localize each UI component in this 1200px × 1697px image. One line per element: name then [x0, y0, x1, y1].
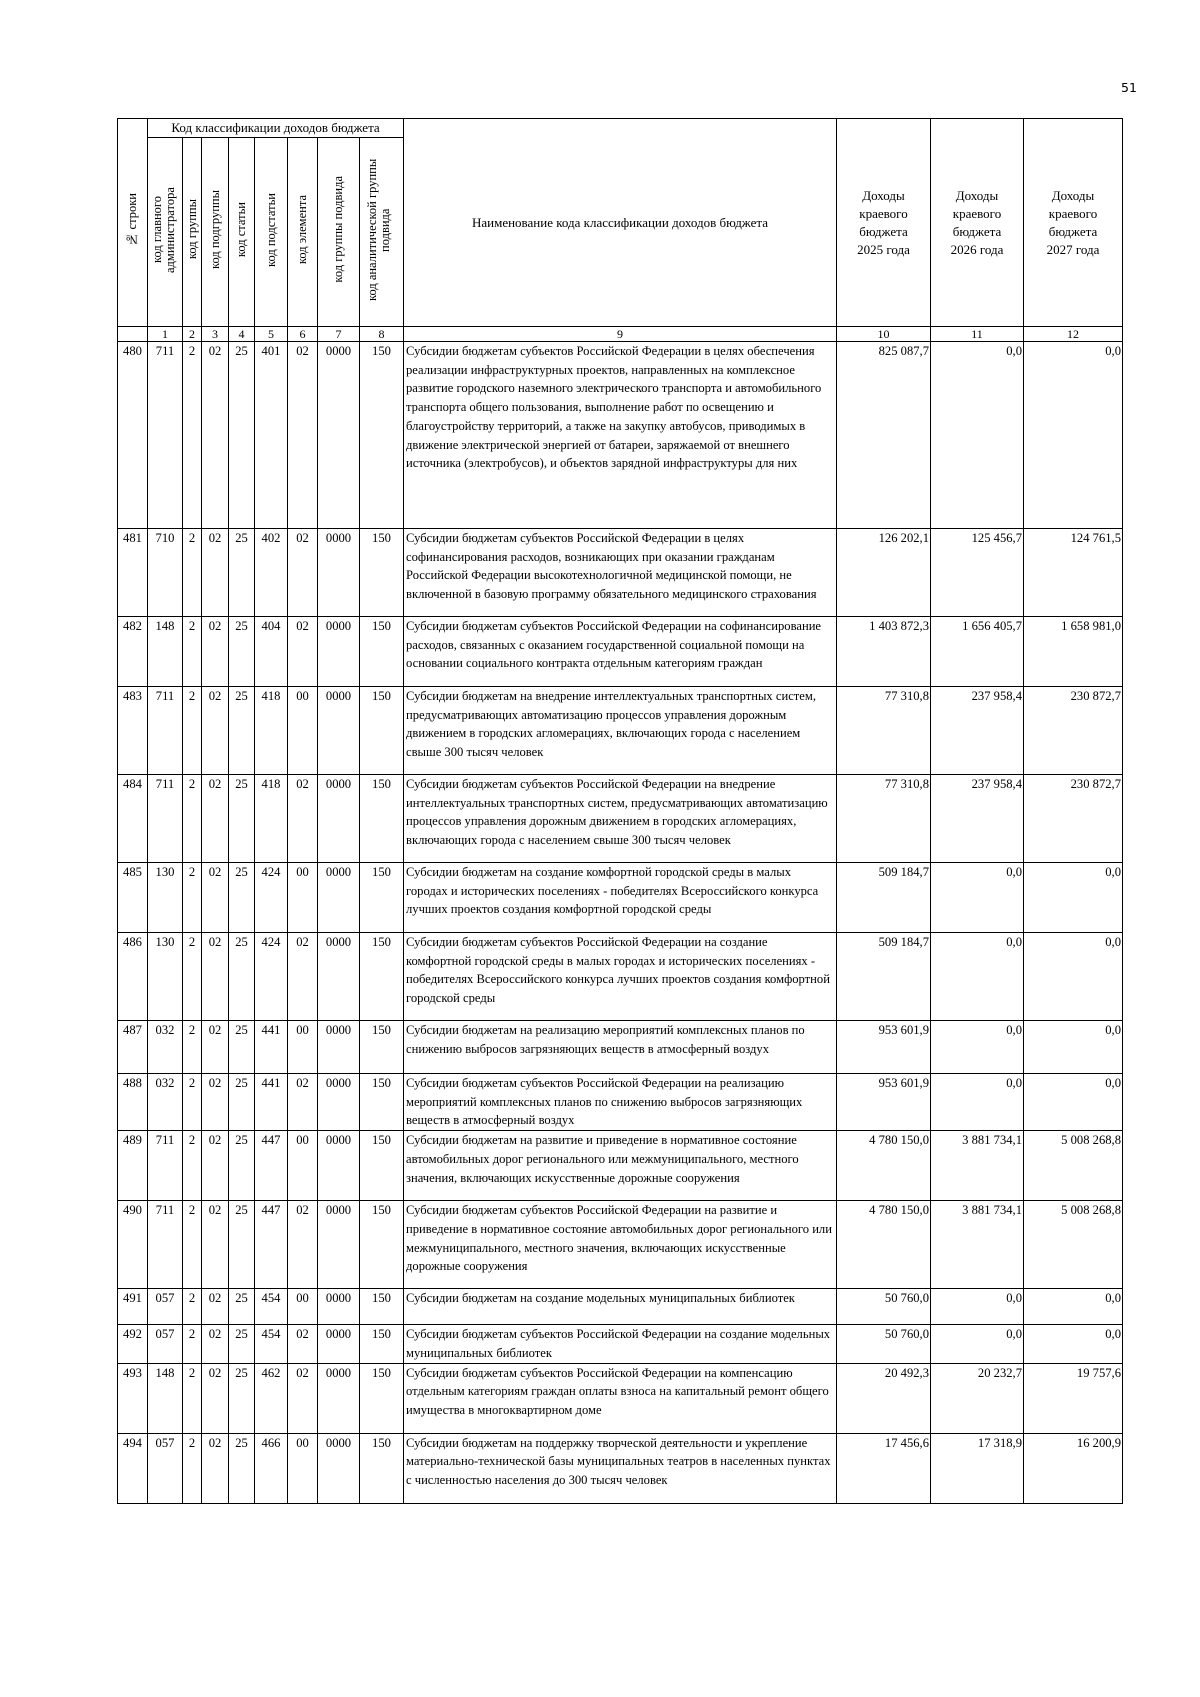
- income-2026-cell: 0,0: [931, 933, 1024, 1021]
- subtype-group-code-cell: 0000: [318, 342, 360, 529]
- column-number: 11: [931, 327, 1024, 342]
- column-number-row: [118, 327, 1123, 342]
- admin-code-cell: 032: [148, 1074, 183, 1131]
- admin-code-cell: 057: [148, 1325, 183, 1363]
- row-number-cell: 483: [118, 687, 148, 775]
- header-element-code: код элемента: [288, 138, 318, 327]
- income-2026-cell: 0,0: [931, 1021, 1024, 1074]
- income-2027-cell: 124 761,5: [1024, 529, 1123, 617]
- analytic-group-code-cell: 150: [360, 529, 404, 617]
- article-code-cell: 25: [229, 775, 255, 863]
- admin-code-cell: 711: [148, 1131, 183, 1201]
- admin-code-cell: 057: [148, 1289, 183, 1325]
- income-name-cell: Субсидии бюджетам субъектов Российской Федерации на софинансирование расходов, связанных с оказанием государственной социальной помощи на основании социального контракта отдельным категориям граждан: [404, 617, 837, 687]
- article-code-cell: 25: [229, 1201, 255, 1289]
- subtype-group-code-cell: 0000: [318, 529, 360, 617]
- article-code-cell: 25: [229, 1363, 255, 1433]
- income-2025-cell: 825 087,7: [837, 342, 931, 529]
- subarticle-code-cell: 402: [255, 529, 288, 617]
- group-code-cell: 2: [183, 775, 202, 863]
- element-code-cell: 02: [288, 1074, 318, 1131]
- table-row: [118, 1074, 1123, 1131]
- header-row-number: № строки: [118, 119, 148, 327]
- subgroup-code-cell: 02: [202, 933, 229, 1021]
- income-2027-cell: 5 008 268,8: [1024, 1131, 1123, 1201]
- article-code-cell: 25: [229, 529, 255, 617]
- income-2026-cell: 0,0: [931, 342, 1024, 529]
- article-code-cell: 25: [229, 617, 255, 687]
- column-number: 10: [837, 327, 931, 342]
- row-number-cell: 491: [118, 1289, 148, 1325]
- subgroup-code-cell: 02: [202, 687, 229, 775]
- article-code-cell: 25: [229, 863, 255, 933]
- article-code-cell: 25: [229, 342, 255, 529]
- income-name-cell: Субсидии бюджетам субъектов Российской Федерации на развитие и приведение в нормативное состояние автомобильных дорог регионального или межмуниципального, местного значения, включающих искусственные дорожные сооружения: [404, 1201, 837, 1289]
- income-2027-cell: 19 757,6: [1024, 1363, 1123, 1433]
- income-2025-cell: 126 202,1: [837, 529, 931, 617]
- income-2025-cell: 17 456,6: [837, 1433, 931, 1503]
- income-name-cell: Субсидии бюджетам субъектов Российской Федерации в целях софинансирования расходов, возникающих при оказании гражданам Российской Федерации высокотехнологичной медицинской помощи, не включенной в базовую программу обязательного медицинского страхования: [404, 529, 837, 617]
- table-row: [118, 1201, 1123, 1289]
- income-2026-cell: 0,0: [931, 863, 1024, 933]
- header-analytic-group-code: код аналитической группы подвида: [360, 138, 404, 327]
- admin-code-cell: 711: [148, 1201, 183, 1289]
- subarticle-code-cell: 441: [255, 1021, 288, 1074]
- analytic-group-code-cell: 150: [360, 863, 404, 933]
- subgroup-code-cell: 02: [202, 1289, 229, 1325]
- income-2026-cell: 0,0: [931, 1074, 1024, 1131]
- header-classification-group: Код классификации доходов бюджета: [148, 119, 404, 138]
- table-row: [118, 775, 1123, 863]
- table-row: [118, 1021, 1123, 1074]
- income-2026-cell: 237 958,4: [931, 775, 1024, 863]
- header-income-2025: Доходы краевого бюджета 2025 года: [837, 119, 931, 327]
- income-2027-cell: 0,0: [1024, 1325, 1123, 1363]
- row-number-cell: 494: [118, 1433, 148, 1503]
- table-row: [118, 863, 1123, 933]
- income-2027-cell: 230 872,7: [1024, 687, 1123, 775]
- column-number: 1: [148, 327, 183, 342]
- income-2026-cell: 125 456,7: [931, 529, 1024, 617]
- column-number: 7: [318, 327, 360, 342]
- article-code-cell: 25: [229, 1021, 255, 1074]
- group-code-cell: 2: [183, 1363, 202, 1433]
- income-2027-cell: 1 658 981,0: [1024, 617, 1123, 687]
- subgroup-code-cell: 02: [202, 342, 229, 529]
- income-2026-cell: 17 318,9: [931, 1433, 1024, 1503]
- row-number-cell: 490: [118, 1201, 148, 1289]
- income-2025-cell: 77 310,8: [837, 687, 931, 775]
- group-code-cell: 2: [183, 1131, 202, 1201]
- header-group-code: код группы: [183, 138, 202, 327]
- table-row: [118, 687, 1123, 775]
- income-2025-cell: 4 780 150,0: [837, 1131, 931, 1201]
- group-code-cell: 2: [183, 863, 202, 933]
- row-number-cell: 482: [118, 617, 148, 687]
- subarticle-code-cell: 424: [255, 933, 288, 1021]
- element-code-cell: 00: [288, 1433, 318, 1503]
- row-number-cell: 484: [118, 775, 148, 863]
- admin-code-cell: 057: [148, 1433, 183, 1503]
- admin-code-cell: 130: [148, 933, 183, 1021]
- row-number-cell: 492: [118, 1325, 148, 1363]
- income-name-cell: Субсидии бюджетам субъектов Российской Федерации в целях обеспечения реализации инфраструктурных проектов, направленных на комплексное развитие городского наземного электрического транспорта и автомобильного транспорта общего пользования, выполнение работ по освещению и благоустройству территорий, а также на закупку автобусов, приводимых в движение электрической энергией от батареи, заряжаемой от внешнего источника (электробусов), и объектов зарядной инфраструктуры для них: [404, 342, 837, 529]
- subtype-group-code-cell: 0000: [318, 1325, 360, 1363]
- analytic-group-code-cell: 150: [360, 687, 404, 775]
- table-row: [118, 1433, 1123, 1503]
- income-2025-cell: 953 601,9: [837, 1074, 931, 1131]
- subtype-group-code-cell: 0000: [318, 1131, 360, 1201]
- subgroup-code-cell: 02: [202, 617, 229, 687]
- article-code-cell: 25: [229, 1325, 255, 1363]
- subgroup-code-cell: 02: [202, 1201, 229, 1289]
- table-row: [118, 1363, 1123, 1433]
- subarticle-code-cell: 404: [255, 617, 288, 687]
- subgroup-code-cell: 02: [202, 775, 229, 863]
- income-2026-cell: 3 881 734,1: [931, 1131, 1024, 1201]
- group-code-cell: 2: [183, 1201, 202, 1289]
- group-code-cell: 2: [183, 1433, 202, 1503]
- subarticle-code-cell: 418: [255, 775, 288, 863]
- subarticle-code-cell: 447: [255, 1131, 288, 1201]
- analytic-group-code-cell: 150: [360, 1074, 404, 1131]
- subgroup-code-cell: 02: [202, 1074, 229, 1131]
- income-2025-cell: 77 310,8: [837, 775, 931, 863]
- row-number-cell: 485: [118, 863, 148, 933]
- element-code-cell: 00: [288, 1021, 318, 1074]
- subgroup-code-cell: 02: [202, 1363, 229, 1433]
- income-2027-cell: 16 200,9: [1024, 1433, 1123, 1503]
- header-subgroup-code: код подгруппы: [202, 138, 229, 327]
- income-2027-cell: 0,0: [1024, 342, 1123, 529]
- element-code-cell: 00: [288, 1131, 318, 1201]
- subgroup-code-cell: 02: [202, 1325, 229, 1363]
- column-number: 4: [229, 327, 255, 342]
- element-code-cell: 00: [288, 863, 318, 933]
- income-name-cell: Субсидии бюджетам на реализацию мероприятий комплексных планов по снижению выбросов загрязняющих веществ в атмосферный воздух: [404, 1021, 837, 1074]
- subtype-group-code-cell: 0000: [318, 775, 360, 863]
- header-income-2027: Доходы краевого бюджета 2027 года: [1024, 119, 1123, 327]
- subarticle-code-cell: 424: [255, 863, 288, 933]
- income-2025-cell: 50 760,0: [837, 1289, 931, 1325]
- income-2027-cell: 0,0: [1024, 1074, 1123, 1131]
- article-code-cell: 25: [229, 687, 255, 775]
- element-code-cell: 02: [288, 529, 318, 617]
- analytic-group-code-cell: 150: [360, 775, 404, 863]
- income-name-cell: Субсидии бюджетам на развитие и приведение в нормативное состояние автомобильных дорог регионального или межмуниципального, местного значения, включающих искусственные дорожные сооружения: [404, 1131, 837, 1201]
- analytic-group-code-cell: 150: [360, 1131, 404, 1201]
- subtype-group-code-cell: 0000: [318, 933, 360, 1021]
- group-code-cell: 2: [183, 1021, 202, 1074]
- element-code-cell: 02: [288, 1201, 318, 1289]
- element-code-cell: 02: [288, 1325, 318, 1363]
- table-row: [118, 342, 1123, 529]
- income-name-cell: Субсидии бюджетам на создание модельных муниципальных библиотек: [404, 1289, 837, 1325]
- article-code-cell: 25: [229, 1433, 255, 1503]
- row-number-cell: 489: [118, 1131, 148, 1201]
- column-number: [118, 327, 148, 342]
- subgroup-code-cell: 02: [202, 1131, 229, 1201]
- group-code-cell: 2: [183, 1289, 202, 1325]
- income-2027-cell: 0,0: [1024, 863, 1123, 933]
- article-code-cell: 25: [229, 1131, 255, 1201]
- group-code-cell: 2: [183, 529, 202, 617]
- income-2025-cell: 509 184,7: [837, 863, 931, 933]
- subtype-group-code-cell: 0000: [318, 1289, 360, 1325]
- subarticle-code-cell: 447: [255, 1201, 288, 1289]
- column-number: 8: [360, 327, 404, 342]
- income-2026-cell: 1 656 405,7: [931, 617, 1024, 687]
- subtype-group-code-cell: 0000: [318, 1433, 360, 1503]
- income-name-cell: Субсидии бюджетам субъектов Российской Федерации на внедрение интеллектуальных транспортных систем, предусматривающих автоматизацию процессов управления дорожным движением в городских агломерациях, включающих города с населением свыше 300 тысяч человек: [404, 775, 837, 863]
- income-name-cell: Субсидии бюджетам субъектов Российской Федерации на компенсацию отдельным категориям граждан оплаты взноса на капитальный ремонт общего имущества в многоквартирном доме: [404, 1363, 837, 1433]
- table-row: [118, 529, 1123, 617]
- subarticle-code-cell: 462: [255, 1363, 288, 1433]
- analytic-group-code-cell: 150: [360, 617, 404, 687]
- income-2026-cell: 20 232,7: [931, 1363, 1024, 1433]
- element-code-cell: 00: [288, 1289, 318, 1325]
- analytic-group-code-cell: 150: [360, 1201, 404, 1289]
- column-number: 2: [183, 327, 202, 342]
- group-code-cell: 2: [183, 342, 202, 529]
- income-2025-cell: 1 403 872,3: [837, 617, 931, 687]
- header-article-code: код статьи: [229, 138, 255, 327]
- table-row: [118, 617, 1123, 687]
- group-code-cell: 2: [183, 1325, 202, 1363]
- header-code-name: Наименование кода классификации доходов бюджета: [404, 119, 837, 327]
- subarticle-code-cell: 418: [255, 687, 288, 775]
- subgroup-code-cell: 02: [202, 1433, 229, 1503]
- page-number: 51: [1121, 80, 1137, 95]
- admin-code-cell: 148: [148, 617, 183, 687]
- row-number-cell: 480: [118, 342, 148, 529]
- subtype-group-code-cell: 0000: [318, 1074, 360, 1131]
- group-code-cell: 2: [183, 933, 202, 1021]
- analytic-group-code-cell: 150: [360, 1289, 404, 1325]
- subtype-group-code-cell: 0000: [318, 687, 360, 775]
- income-2025-cell: 20 492,3: [837, 1363, 931, 1433]
- subarticle-code-cell: 441: [255, 1074, 288, 1131]
- subtype-group-code-cell: 0000: [318, 617, 360, 687]
- income-2027-cell: 230 872,7: [1024, 775, 1123, 863]
- header-admin-code: код главного администратора: [148, 138, 183, 327]
- column-number: 6: [288, 327, 318, 342]
- analytic-group-code-cell: 150: [360, 342, 404, 529]
- group-code-cell: 2: [183, 1074, 202, 1131]
- column-number: 5: [255, 327, 288, 342]
- row-number-cell: 493: [118, 1363, 148, 1433]
- subarticle-code-cell: 454: [255, 1325, 288, 1363]
- row-number-cell: 487: [118, 1021, 148, 1074]
- element-code-cell: 02: [288, 775, 318, 863]
- analytic-group-code-cell: 150: [360, 1363, 404, 1433]
- income-2026-cell: 0,0: [931, 1325, 1024, 1363]
- admin-code-cell: 711: [148, 687, 183, 775]
- admin-code-cell: 130: [148, 863, 183, 933]
- subgroup-code-cell: 02: [202, 863, 229, 933]
- table-row: [118, 1289, 1123, 1325]
- element-code-cell: 02: [288, 1363, 318, 1433]
- income-2027-cell: 0,0: [1024, 933, 1123, 1021]
- income-2027-cell: 0,0: [1024, 1289, 1123, 1325]
- subarticle-code-cell: 401: [255, 342, 288, 529]
- element-code-cell: 02: [288, 342, 318, 529]
- income-2025-cell: 953 601,9: [837, 1021, 931, 1074]
- income-2026-cell: 237 958,4: [931, 687, 1024, 775]
- row-number-cell: 486: [118, 933, 148, 1021]
- column-number: 12: [1024, 327, 1123, 342]
- row-number-cell: 481: [118, 529, 148, 617]
- admin-code-cell: 711: [148, 775, 183, 863]
- admin-code-cell: 711: [148, 342, 183, 529]
- subtype-group-code-cell: 0000: [318, 1201, 360, 1289]
- income-name-cell: Субсидии бюджетам на внедрение интеллектуальных транспортных систем, предусматривающих автоматизацию процессов управления дорожным движением в городских агломерациях, включающих города с населением свыше 300 тысяч человек: [404, 687, 837, 775]
- subgroup-code-cell: 02: [202, 529, 229, 617]
- header-income-2026: Доходы краевого бюджета 2026 года: [931, 119, 1024, 327]
- subarticle-code-cell: 466: [255, 1433, 288, 1503]
- admin-code-cell: 710: [148, 529, 183, 617]
- income-2027-cell: 0,0: [1024, 1021, 1123, 1074]
- element-code-cell: 02: [288, 933, 318, 1021]
- income-name-cell: Субсидии бюджетам субъектов Российской Федерации на создание комфортной городской среды в малых городах и исторических поселениях - победителях Всероссийского конкурса лучших проектов создания комфортной городской среды: [404, 933, 837, 1021]
- income-2026-cell: 0,0: [931, 1289, 1024, 1325]
- element-code-cell: 00: [288, 687, 318, 775]
- table-row: [118, 1325, 1123, 1363]
- header-subtype-group-code: код группы подвида: [318, 138, 360, 327]
- subtype-group-code-cell: 0000: [318, 863, 360, 933]
- income-name-cell: Субсидии бюджетам на создание комфортной городской среды в малых городах и исторических поселениях - победителях Всероссийского конкурса лучших проектов создания комфортной городской среды: [404, 863, 837, 933]
- analytic-group-code-cell: 150: [360, 1433, 404, 1503]
- article-code-cell: 25: [229, 1289, 255, 1325]
- budget-income-table: [117, 118, 1123, 1504]
- article-code-cell: 25: [229, 933, 255, 1021]
- income-2027-cell: 5 008 268,8: [1024, 1201, 1123, 1289]
- admin-code-cell: 032: [148, 1021, 183, 1074]
- subtype-group-code-cell: 0000: [318, 1363, 360, 1433]
- income-2025-cell: 509 184,7: [837, 933, 931, 1021]
- subarticle-code-cell: 454: [255, 1289, 288, 1325]
- income-2025-cell: 4 780 150,0: [837, 1201, 931, 1289]
- group-code-cell: 2: [183, 687, 202, 775]
- income-name-cell: Субсидии бюджетам на поддержку творческой деятельности и укрепление материально-технической базы муниципальных театров в населенных пунктах с численностью населения до 300 тысяч человек: [404, 1433, 837, 1503]
- table-row: [118, 1131, 1123, 1201]
- subgroup-code-cell: 02: [202, 1021, 229, 1074]
- table-row: [118, 933, 1123, 1021]
- analytic-group-code-cell: 150: [360, 933, 404, 1021]
- analytic-group-code-cell: 150: [360, 1021, 404, 1074]
- group-code-cell: 2: [183, 617, 202, 687]
- analytic-group-code-cell: 150: [360, 1325, 404, 1363]
- income-name-cell: Субсидии бюджетам субъектов Российской Федерации на реализацию мероприятий комплексных планов по снижению выбросов загрязняющих веществ в атмосферный воздух: [404, 1074, 837, 1131]
- row-number-cell: 488: [118, 1074, 148, 1131]
- element-code-cell: 02: [288, 617, 318, 687]
- income-2025-cell: 50 760,0: [837, 1325, 931, 1363]
- column-number: 3: [202, 327, 229, 342]
- income-name-cell: Субсидии бюджетам субъектов Российской Федерации на создание модельных муниципальных библиотек: [404, 1325, 837, 1363]
- article-code-cell: 25: [229, 1074, 255, 1131]
- subtype-group-code-cell: 0000: [318, 1021, 360, 1074]
- income-2026-cell: 3 881 734,1: [931, 1201, 1024, 1289]
- admin-code-cell: 148: [148, 1363, 183, 1433]
- column-number: 9: [404, 327, 837, 342]
- header-subarticle-code: код подстатьи: [255, 138, 288, 327]
